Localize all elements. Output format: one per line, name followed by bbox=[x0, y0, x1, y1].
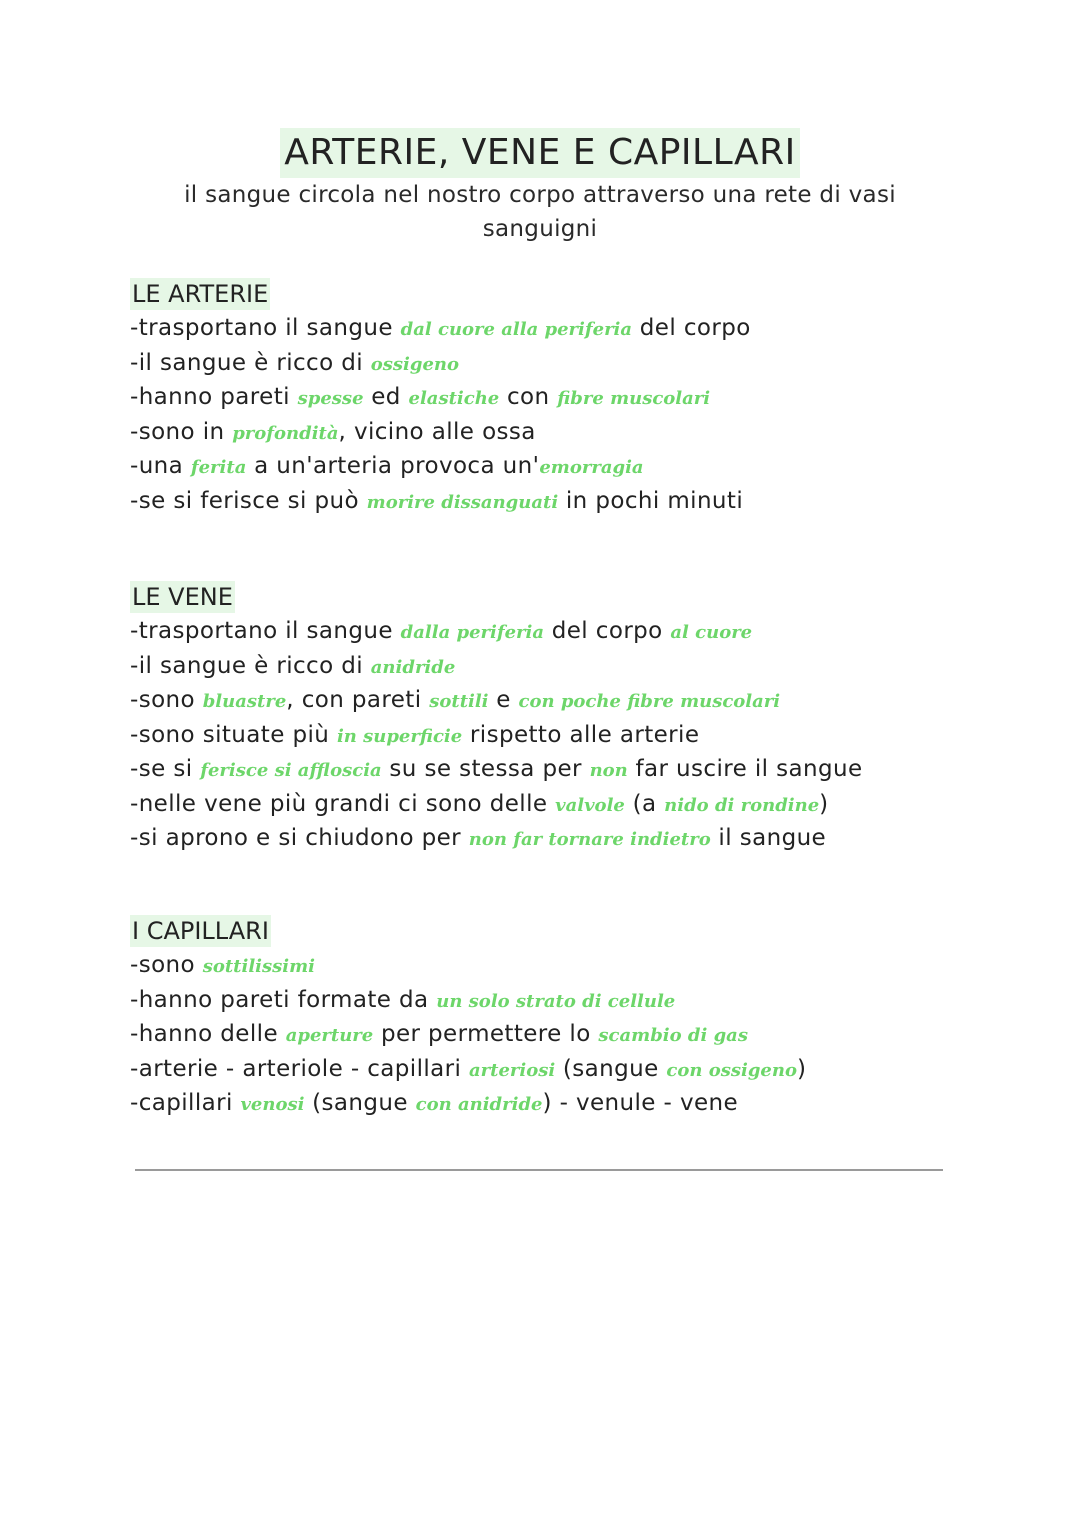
note-text: -capillari bbox=[130, 1090, 241, 1116]
section-lines bbox=[130, 949, 990, 1122]
section-vene bbox=[130, 581, 990, 857]
note-line bbox=[130, 1087, 990, 1122]
note-text: per permettere lo bbox=[373, 1021, 599, 1047]
section-heading: LE ARTERIE bbox=[132, 280, 269, 308]
note-text: in pochi minuti bbox=[558, 487, 744, 514]
note-text: -se si bbox=[130, 756, 201, 782]
highlighted-term: dalla periferia bbox=[400, 622, 545, 643]
section-capillari bbox=[130, 915, 990, 1122]
highlighted-term: con anidride bbox=[415, 1094, 543, 1115]
note-text: il sangue bbox=[710, 825, 827, 851]
note-text: -arterie - arteriole - capillari bbox=[130, 1055, 469, 1082]
note-text: -sono in bbox=[130, 418, 233, 445]
highlighted-term: spesse bbox=[297, 388, 364, 409]
note-text: -il sangue è ricco di bbox=[130, 652, 371, 679]
note-line bbox=[130, 347, 990, 382]
note-text: su se stessa per bbox=[381, 756, 590, 782]
highlighted-term: morire dissanguati bbox=[366, 491, 559, 513]
note-text: far uscire il sangue bbox=[627, 756, 863, 782]
section-lines bbox=[130, 615, 990, 857]
note-text: ) bbox=[796, 1055, 807, 1082]
highlighted-term: con ossigeno bbox=[666, 1059, 797, 1081]
note-line bbox=[130, 949, 990, 984]
note-line bbox=[130, 450, 990, 485]
note-text: -hanno pareti bbox=[130, 384, 298, 410]
note-text: -una bbox=[130, 453, 191, 479]
note-text: e bbox=[488, 687, 519, 713]
note-text: -trasportano il sangue bbox=[130, 315, 401, 341]
note-text: ) bbox=[819, 790, 829, 817]
note-text: del corpo bbox=[632, 315, 751, 341]
note-text: rispetto alle arterie bbox=[462, 721, 700, 748]
note-text: -sono situate più bbox=[130, 721, 337, 748]
highlighted-term: con poche fibre muscolari bbox=[518, 691, 781, 712]
note-text: -nelle vene più grandi ci sono delle bbox=[130, 790, 556, 817]
note-text: -si aprono e si chiudono per bbox=[130, 825, 469, 851]
highlighted-term: un solo strato di cellule bbox=[436, 990, 676, 1012]
note-text: -hanno pareti formate da bbox=[130, 986, 437, 1013]
highlighted-term: in superficie bbox=[336, 725, 463, 747]
note-text: -sono bbox=[130, 687, 203, 713]
note-text: (sangue bbox=[555, 1055, 667, 1082]
highlighted-term: non far tornare indietro bbox=[468, 829, 711, 850]
note-line bbox=[130, 485, 990, 520]
highlighted-term: valvole bbox=[555, 794, 625, 816]
note-line bbox=[130, 416, 990, 451]
title-container bbox=[0, 128, 1080, 178]
note-text: -trasportano il sangue bbox=[130, 618, 401, 644]
highlighted-term: al cuore bbox=[670, 622, 753, 643]
note-line bbox=[130, 615, 990, 650]
note-text: -se si ferisce si può bbox=[130, 487, 367, 514]
note-text: con bbox=[499, 384, 558, 410]
highlighted-term: arteriosi bbox=[469, 1059, 556, 1081]
note-line bbox=[130, 312, 990, 347]
note-line bbox=[130, 1053, 990, 1088]
note-text: (sangue bbox=[304, 1090, 416, 1116]
highlighted-term: fibre muscolari bbox=[557, 388, 711, 409]
highlighted-term: ossigeno bbox=[370, 353, 460, 375]
highlighted-term: ferita bbox=[190, 457, 247, 478]
divider-line bbox=[135, 1169, 943, 1171]
highlighted-term: emorragia bbox=[539, 457, 644, 478]
note-text: (a bbox=[624, 790, 665, 817]
note-line bbox=[130, 822, 990, 857]
highlighted-term: dal cuore alla periferia bbox=[400, 319, 633, 340]
highlighted-term: scambio di gas bbox=[598, 1025, 748, 1046]
note-text: ed bbox=[363, 384, 409, 410]
highlighted-term: non bbox=[589, 760, 628, 781]
highlighted-term: ferisce si affloscia bbox=[200, 760, 382, 781]
highlighted-term: sottilissimi bbox=[202, 956, 315, 977]
note-text: , vicino alle ossa bbox=[338, 418, 536, 445]
section-lines bbox=[130, 312, 990, 519]
note-line bbox=[130, 753, 990, 788]
note-text: -il sangue è ricco di bbox=[130, 349, 371, 376]
highlighted-term: nido di rondine bbox=[664, 794, 820, 816]
section-heading: LE VENE bbox=[132, 583, 233, 611]
page-subtitle: il sangue circola nel nostro corpo attraverso una rete di vasi sanguigni bbox=[184, 182, 896, 242]
note-line bbox=[130, 650, 990, 685]
section-heading: I CAPILLARI bbox=[132, 917, 269, 945]
highlighted-term: bluastre bbox=[202, 691, 287, 712]
note-line bbox=[130, 719, 990, 754]
note-text: del corpo bbox=[544, 618, 671, 644]
note-text: ) - venule - vene bbox=[542, 1090, 739, 1116]
page-title: ARTERIE, VENE E CAPILLARI bbox=[280, 128, 800, 178]
highlighted-term: sottili bbox=[429, 691, 489, 712]
section-arterie bbox=[130, 278, 990, 519]
note-text: -hanno delle bbox=[130, 1021, 286, 1047]
note-line bbox=[130, 381, 990, 416]
note-text: a un'arteria provoca un' bbox=[246, 453, 540, 479]
highlighted-term: aperture bbox=[285, 1025, 374, 1046]
note-line bbox=[130, 1018, 990, 1053]
highlighted-term: venosi bbox=[240, 1094, 305, 1115]
note-line bbox=[130, 788, 990, 823]
note-line bbox=[130, 984, 990, 1019]
highlighted-term: elastiche bbox=[408, 388, 500, 409]
note-text: , con pareti bbox=[286, 687, 430, 713]
note-line bbox=[130, 684, 990, 719]
highlighted-term: profondità bbox=[232, 422, 339, 444]
highlighted-term: anidride bbox=[370, 656, 456, 678]
note-text: -sono bbox=[130, 952, 203, 978]
